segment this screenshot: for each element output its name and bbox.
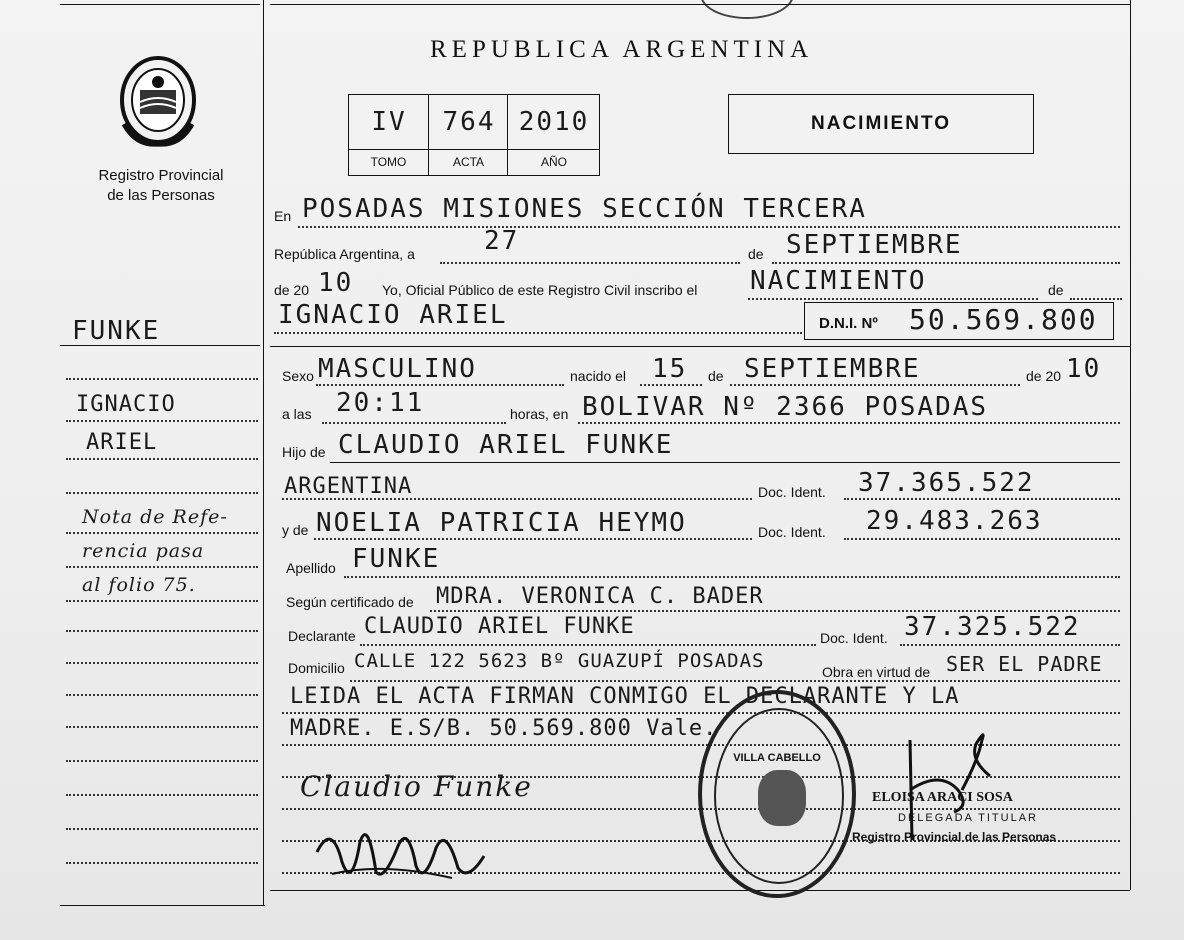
doc-ident-label-2: Doc. Ident. bbox=[758, 524, 826, 540]
acta-value: 764 bbox=[442, 107, 496, 137]
alas-label: a las bbox=[282, 406, 312, 422]
year-value: 10 bbox=[318, 268, 354, 298]
de-label-2: de bbox=[1048, 282, 1064, 298]
sexo-value: MASCULINO bbox=[318, 354, 477, 384]
declarante-label: Declarante bbox=[288, 628, 356, 644]
second-signature-scribble bbox=[312, 812, 492, 892]
mother-name-value: NOELIA PATRICIA HEYMO bbox=[316, 508, 687, 538]
locality-value: POSADAS MISIONES SECCIÓN TERCERA bbox=[302, 194, 867, 224]
birth-day-value: 15 bbox=[652, 354, 688, 384]
obra-label: Obra en virtud de bbox=[822, 664, 931, 680]
dni-label: D.N.I. Nº bbox=[819, 315, 878, 332]
margin-name1: IGNACIO bbox=[76, 392, 176, 417]
acta-label: ACTA bbox=[452, 155, 485, 169]
record-number-box bbox=[348, 94, 600, 176]
margin-surname: FUNKE bbox=[72, 316, 161, 346]
stamp-place-text: VILLA CABELLO bbox=[733, 752, 821, 764]
mother-doc-value: 29.483.263 bbox=[866, 506, 1043, 536]
margin-name2: ARIEL bbox=[86, 430, 158, 455]
registry-name-line1: Registro Provincial bbox=[98, 167, 224, 184]
nacido-label: nacido el bbox=[570, 368, 627, 384]
dni-box bbox=[804, 302, 1114, 340]
act-value: NACIMIENTO bbox=[750, 266, 927, 296]
horas-label: horas, en bbox=[510, 406, 569, 422]
dni-value: 50.569.800 bbox=[909, 303, 1098, 336]
margin-note-line2: rencia pasa bbox=[82, 540, 205, 562]
misiones-coat-of-arms-logo bbox=[116, 54, 200, 150]
officer-registry: Registro Provincial de las Personas bbox=[852, 830, 1057, 844]
en-label: En bbox=[274, 208, 292, 224]
margin-note-line1: Nota de Refe- bbox=[82, 506, 228, 528]
left-column-divider bbox=[263, 0, 264, 905]
act-type-box: NACIMIENTO bbox=[728, 94, 1034, 154]
tomo-value: IV bbox=[371, 107, 407, 137]
official-round-stamp bbox=[698, 690, 856, 898]
day-value: 27 bbox=[484, 226, 520, 256]
de-label-3: de bbox=[708, 368, 724, 384]
domicilio-value: CALLE 122 5623 Bº GUAZUPÍ POSADAS bbox=[354, 650, 765, 672]
year-prefix-label: de 20 bbox=[274, 282, 310, 298]
father-name-value: CLAUDIO ARIEL FUNKE bbox=[338, 430, 674, 460]
segun-label: Según certificado de bbox=[286, 594, 414, 610]
right-border bbox=[1130, 0, 1131, 890]
officer-name: ELOISA ARACI SOSA bbox=[872, 790, 1013, 805]
country-title: REPUBLICA ARGENTINA bbox=[430, 36, 814, 63]
margin-bottom-rule bbox=[60, 905, 265, 906]
top-seal-fragment bbox=[700, 0, 794, 19]
de20-label: de 20 bbox=[1026, 368, 1062, 384]
birth-place-value: BOLIVAR Nº 2366 POSADAS bbox=[582, 392, 989, 422]
officer-role: DELEGADA TITULAR bbox=[898, 812, 1038, 824]
certificate-value: MDRA. VERONICA C. BADER bbox=[436, 584, 764, 609]
child-name-value: IGNACIO ARIEL bbox=[278, 300, 508, 330]
father-doc-value: 37.365.522 bbox=[858, 468, 1035, 498]
anio-value: 2010 bbox=[518, 107, 590, 137]
yde-label: y de bbox=[282, 522, 309, 538]
declarante-value: CLAUDIO ARIEL FUNKE bbox=[364, 614, 635, 639]
republica-label: República Argentina, a bbox=[274, 246, 415, 262]
margin-note-line3: al folio 75. bbox=[82, 574, 196, 596]
registry-name-line2: de las Personas bbox=[107, 187, 215, 204]
doc-ident-label-3: Doc. Ident. bbox=[820, 630, 888, 646]
doc-ident-label: Doc. Ident. bbox=[758, 484, 826, 500]
oficial-text: Yo, Oficial Público de este Registro Civil inscribo el bbox=[382, 282, 698, 298]
declarant-signature: Claudio Funke bbox=[300, 770, 533, 803]
birth-month-value: SEPTIEMBRE bbox=[744, 354, 921, 384]
time-value: 20:11 bbox=[336, 388, 425, 418]
obra-value: SER EL PADRE bbox=[946, 652, 1103, 676]
apellido-label: Apellido bbox=[286, 560, 336, 576]
sexo-label: Sexo bbox=[282, 368, 314, 384]
observation-line2: MADRE. E.S/B. 50.569.800 Vale. bbox=[290, 716, 718, 741]
body-top-rule bbox=[270, 4, 1130, 5]
apellido-value: FUNKE bbox=[352, 544, 441, 574]
tomo-label: TOMO bbox=[370, 155, 407, 169]
birth-year-value: 10 bbox=[1066, 354, 1102, 384]
month-value: SEPTIEMBRE bbox=[786, 230, 963, 260]
observation-line1: LEIDA EL ACTA FIRMAN CONMIGO EL DECLARANTE Y LA bbox=[290, 684, 960, 709]
anio-label: AÑO bbox=[540, 155, 567, 169]
declarante-doc-value: 37.325.522 bbox=[904, 612, 1081, 642]
de-label: de bbox=[748, 246, 764, 262]
margin-top-rule bbox=[60, 4, 260, 5]
hijo-label: Hijo de bbox=[282, 444, 326, 460]
domicilio-label: Domicilio bbox=[288, 660, 345, 676]
father-nationality-value: ARGENTINA bbox=[284, 474, 413, 499]
